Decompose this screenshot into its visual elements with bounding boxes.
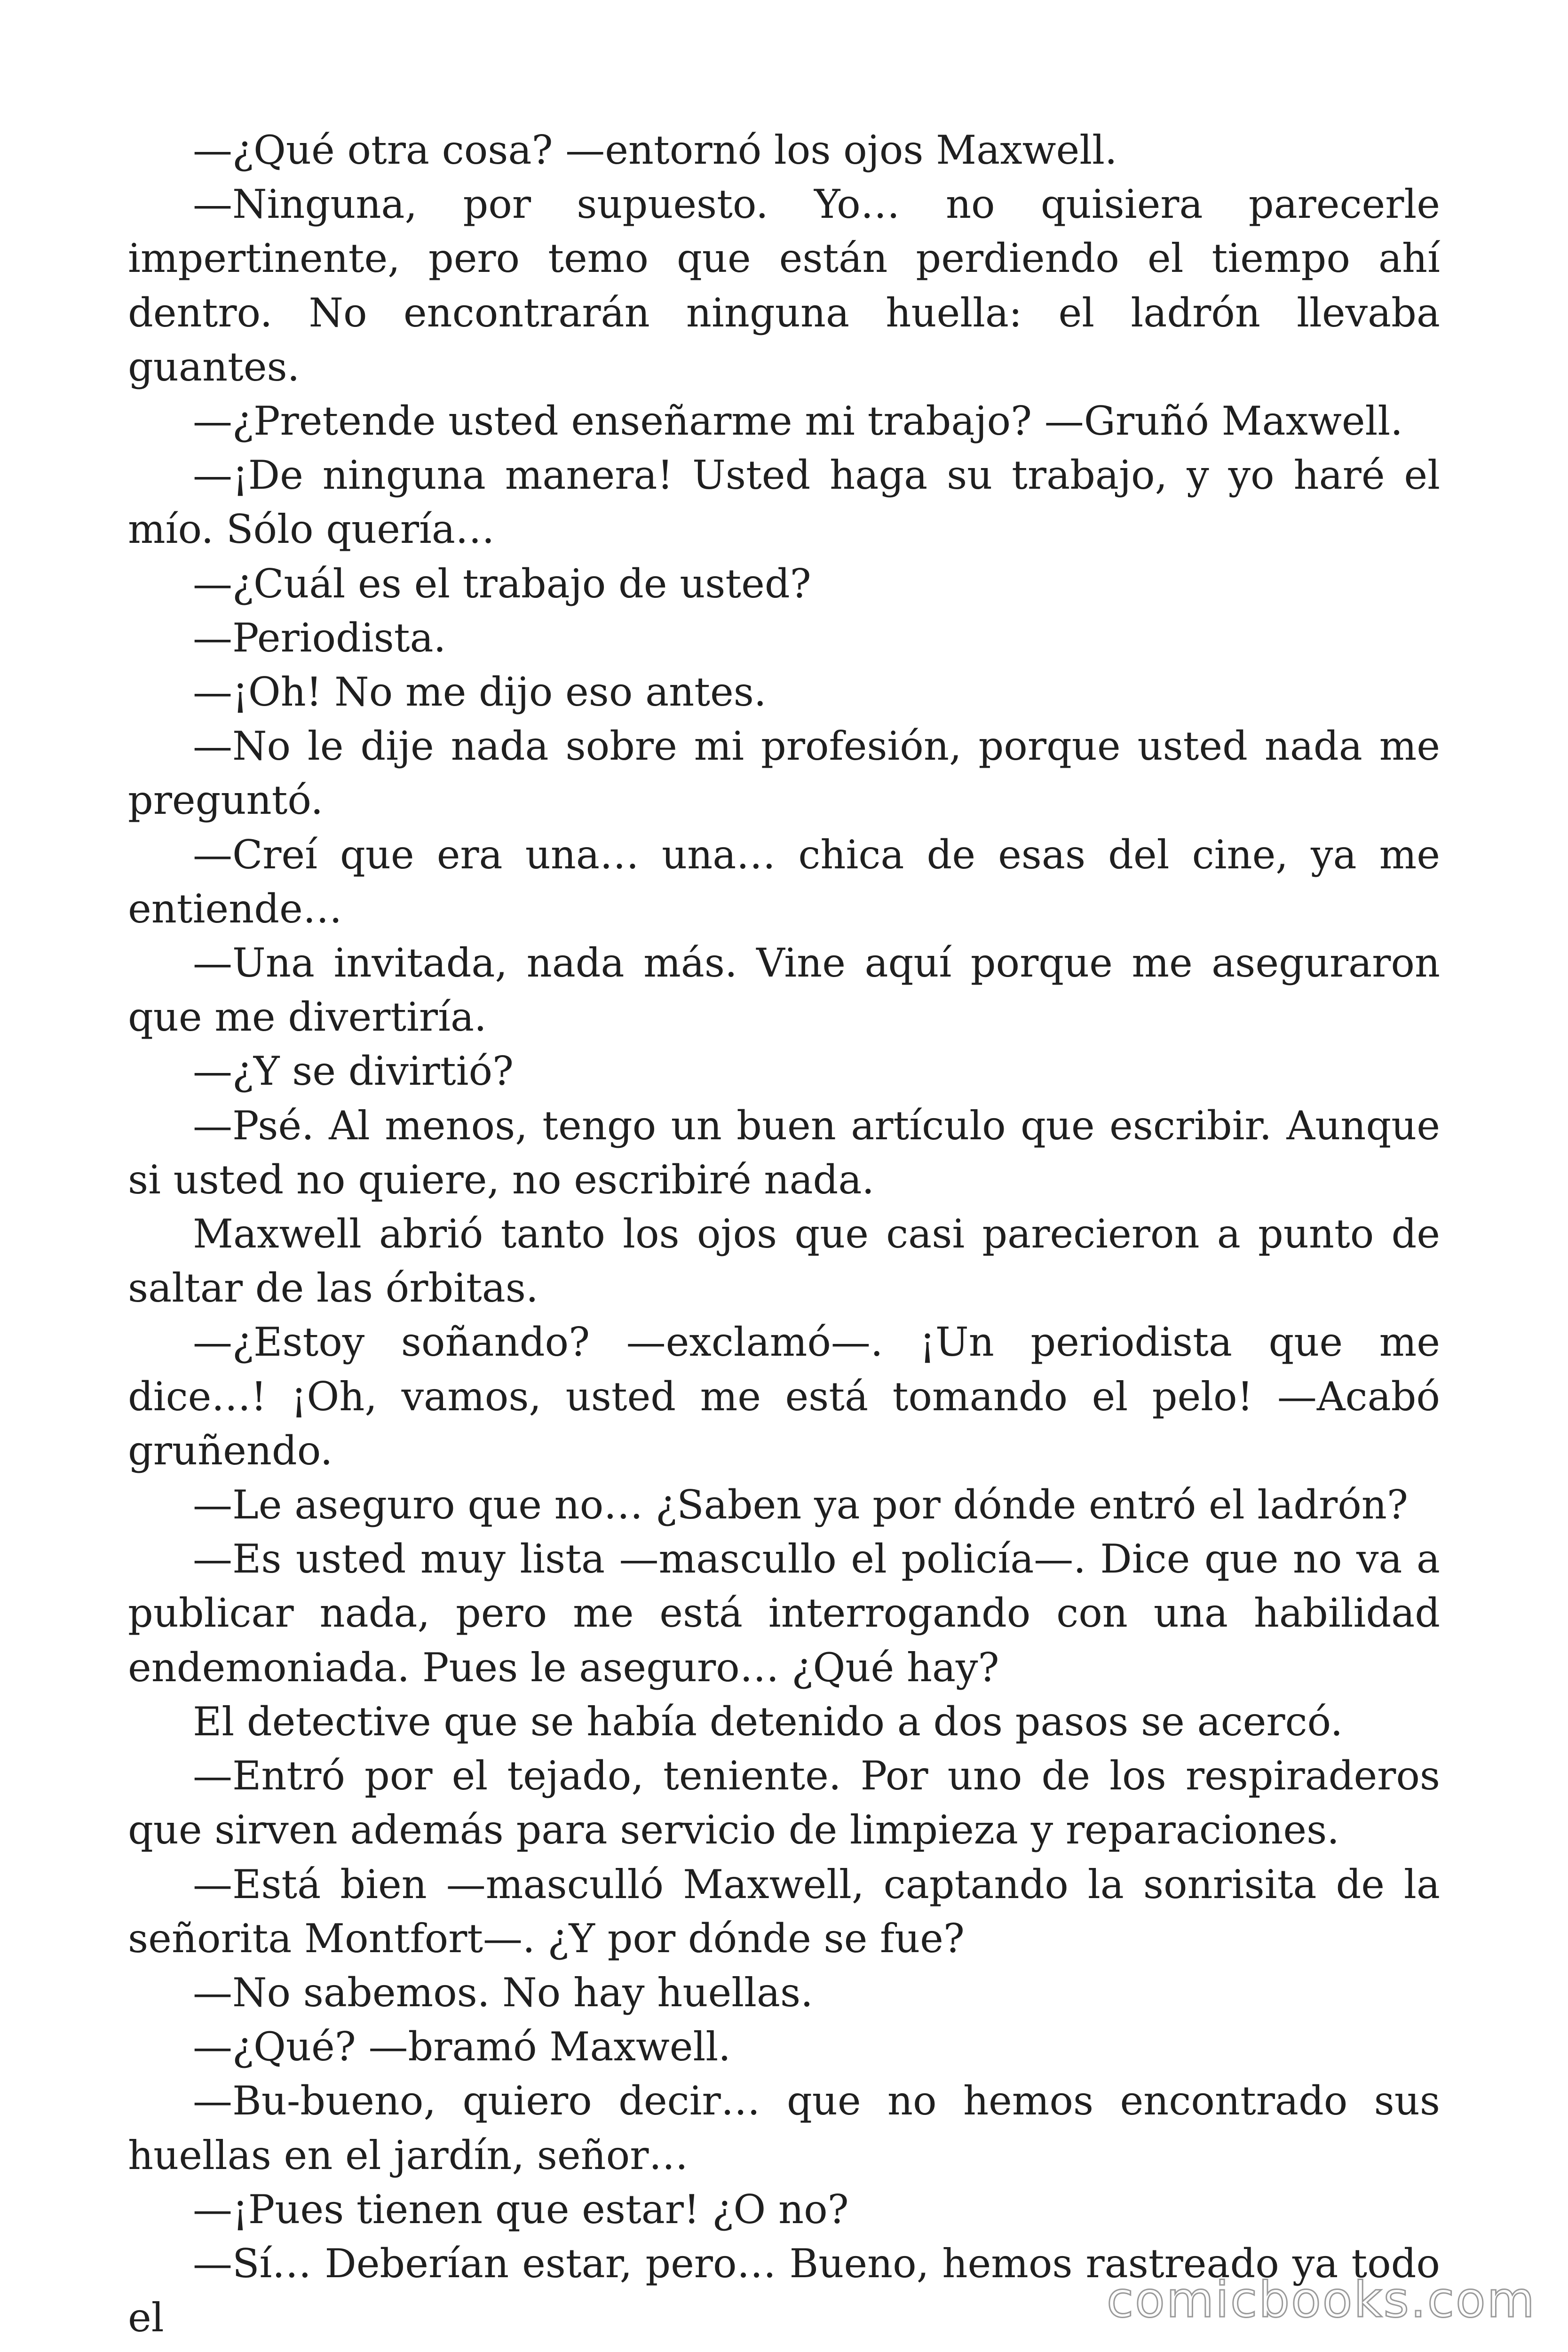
paragraph: —Le aseguro que no… ¿Saben ya por dónde entró el ladrón? — [193, 1482, 1408, 1528]
paragraph: —¿Qué? —bramó Maxwell. — [193, 2024, 731, 2070]
paragraph: —Una invitada, nada más. Vine aquí porque me aseguraron que me divertiría. — [128, 940, 1440, 1041]
paragraph: El detective que se había detenido a dos pasos se acercó. — [193, 1698, 1343, 1745]
paragraph: —¿Cuál es el trabajo de usted? — [193, 560, 811, 607]
paragraph: —Bu-bueno, quiero decir… que no hemos encontrado sus huellas en el jardín, señor… — [128, 2078, 1440, 2178]
watermark: comicbooks.com — [1106, 2271, 1536, 2328]
paragraph: —¿Estoy soñando? —exclamó—. ¡Un periodista que me dice…! ¡Oh, vamos, usted me está tomando el pelo! —Acabó gruñendo. — [128, 1319, 1440, 1474]
paragraph: —¡Oh! No me dijo eso antes. — [193, 669, 767, 715]
paragraph: —Periodista. — [193, 614, 446, 661]
paragraph: —Es usted muy lista —mascullo el policía—. Dice que no va a publicar nada, pero me está interrogando con una habilidad endemoniada. Pues le aseguro… ¿Qué hay? — [128, 1536, 1440, 1691]
paragraph: —Sí… Deberían estar, pero… Bueno, hemos rastreado ya todo el — [128, 2240, 1440, 2341]
paragraph: —Creí que era una… una… chica de esas del cine, ya me entiende… — [128, 831, 1440, 932]
paragraph: —No le dije nada sobre mi profesión, porque usted nada me preguntó. — [128, 723, 1440, 824]
paragraph: —Ninguna, por supuesto. Yo… no quisiera parecerle impertinente, pero temo que están perdiendo el tiempo ahí dentro. No encontrarán ninguna huella: el ladrón llevaba guantes. — [128, 181, 1440, 390]
paragraph: —¿Qué otra cosa? —entornó los ojos Maxwell. — [193, 127, 1117, 173]
page-text — [128, 123, 1440, 2345]
paragraph: —No sabemos. No hay huellas. — [193, 1969, 813, 2016]
paragraph: —Psé. Al menos, tengo un buen artículo que escribir. Aunque si usted no quiere, no escribiré nada. — [128, 1102, 1440, 1203]
paragraph: Maxwell abrió tanto los ojos que casi parecieron a punto de saltar de las órbitas. — [128, 1211, 1440, 1311]
paragraph: —Entró por el tejado, teniente. Por uno de los respiraderos que sirven además para servicio de limpieza y reparaciones. — [128, 1753, 1440, 1853]
paragraph: —Está bien —masculló Maxwell, captando la sonrisita de la señorita Montfort—. ¿Y por dónde se fue? — [128, 1861, 1440, 1962]
paragraph: —¿Y se divirtió? — [193, 1048, 514, 1095]
paragraph: —¡Pues tienen que estar! ¿O no? — [193, 2186, 849, 2233]
paragraph: —¿Pretende usted enseñarme mi trabajo? —Gruñó Maxwell. — [193, 398, 1403, 445]
paragraph: —¡De ninguna manera! Usted haga su trabajo, y yo haré el mío. Sólo quería… — [128, 452, 1440, 553]
